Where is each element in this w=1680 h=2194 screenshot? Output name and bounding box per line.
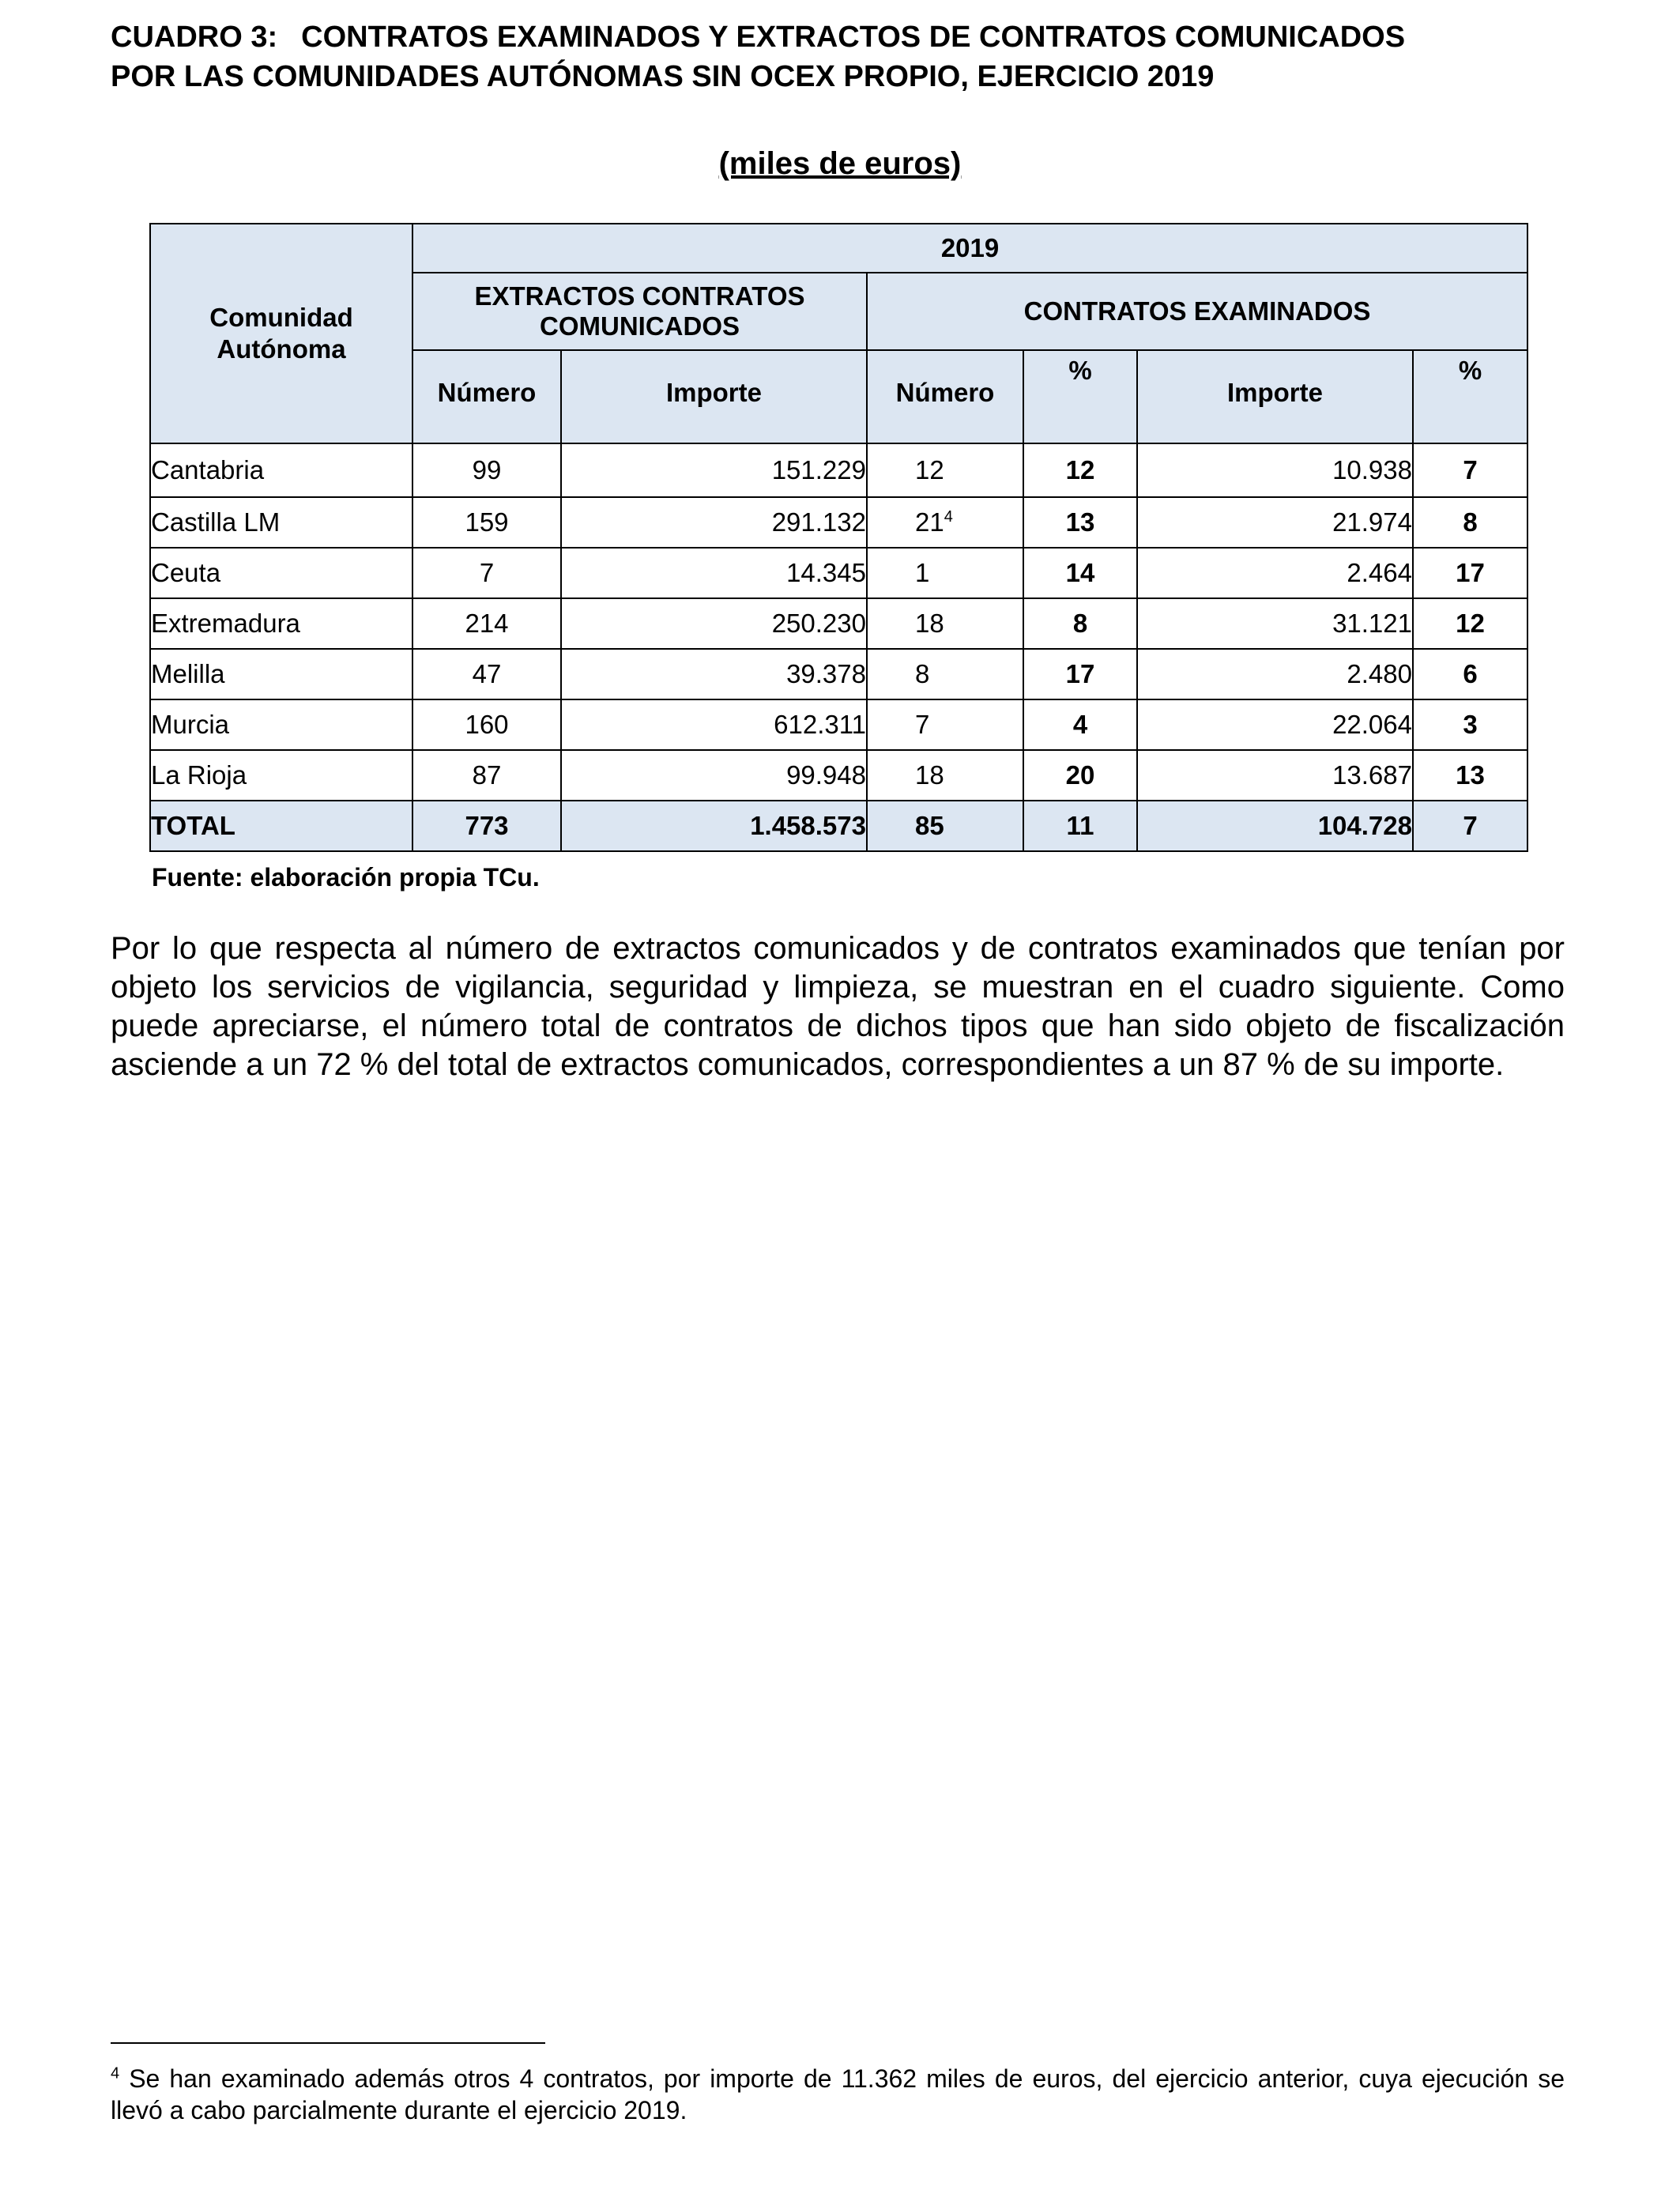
cell-imp-pct: 3 <box>1413 699 1527 750</box>
table-caption <box>111 17 1573 96</box>
contracts-table <box>149 223 1528 852</box>
cell-con-imp: 13.687 <box>1137 750 1413 801</box>
cell-con-pct: 8 <box>1023 598 1137 649</box>
caption-text-1: CONTRATOS EXAMINADOS Y EXTRACTOS DE CONTRATOS COMUNICADOS <box>301 21 1406 54</box>
cell-con-num-value: 21 <box>915 507 944 537</box>
cell-imp-pct: 13 <box>1413 750 1527 801</box>
cell-ext-num: 214 <box>412 598 561 649</box>
cell-con-num <box>867 649 1023 699</box>
cell-ext-imp: 151.229 <box>561 443 867 497</box>
caption-label: CUADRO 3: <box>111 21 278 54</box>
cell-con-pct: 4 <box>1023 699 1137 750</box>
cell-imp-pct: 6 <box>1413 649 1527 699</box>
units-note <box>0 146 1680 182</box>
total-ext-imp: 1.458.573 <box>561 801 867 851</box>
cell-con-pct: 12 <box>1023 443 1137 497</box>
cell-con-num-value: 18 <box>915 609 944 638</box>
total-imp-pct: 7 <box>1413 801 1527 851</box>
cell-con-num <box>867 497 1023 548</box>
cell-comunidad: Melilla <box>150 649 412 699</box>
units-text: (miles de euros) <box>718 146 962 181</box>
cell-con-num <box>867 699 1023 750</box>
table-row <box>150 598 1527 649</box>
cell-ext-num: 160 <box>412 699 561 750</box>
cell-comunidad: Cantabria <box>150 443 412 497</box>
caption-line-2: POR LAS COMUNIDADES AUTÓNOMAS SIN OCEX PROPIO, EJERCICIO 2019 <box>111 60 1215 93</box>
header-con-numero: Número <box>867 350 1023 443</box>
total-con-imp: 104.728 <box>1137 801 1413 851</box>
total-con-pct: 11 <box>1023 801 1137 851</box>
header-con-importe: Importe <box>1137 350 1413 443</box>
cell-comunidad: Extremadura <box>150 598 412 649</box>
cell-con-num-value: 12 <box>915 455 944 484</box>
cell-con-num <box>867 548 1023 598</box>
cell-con-imp: 2.480 <box>1137 649 1413 699</box>
cell-con-imp: 10.938 <box>1137 443 1413 497</box>
cell-con-pct: 14 <box>1023 548 1137 598</box>
caption-line-1 <box>111 17 1573 57</box>
header-imp-pct: % <box>1413 350 1527 443</box>
cell-con-pct: 17 <box>1023 649 1137 699</box>
cell-ext-num: 7 <box>412 548 561 598</box>
cell-ext-num: 159 <box>412 497 561 548</box>
header-con-pct: % <box>1023 350 1137 443</box>
header-ext-numero: Número <box>412 350 561 443</box>
footnote-marker: 4 <box>111 2064 120 2083</box>
cell-imp-pct: 7 <box>1413 443 1527 497</box>
total-con-num: 85 <box>867 801 1023 851</box>
cell-con-num <box>867 750 1023 801</box>
footnote <box>111 2063 1565 2126</box>
table-row <box>150 750 1527 801</box>
cell-imp-pct: 8 <box>1413 497 1527 548</box>
header-comunidad: Comunidad Autónoma <box>150 224 412 443</box>
header-ext-importe: Importe <box>561 350 867 443</box>
cell-con-num-value: 7 <box>915 710 930 739</box>
cell-con-num-value: 8 <box>915 659 930 688</box>
cell-comunidad: Castilla LM <box>150 497 412 548</box>
table-row <box>150 699 1527 750</box>
cell-ext-imp: 39.378 <box>561 649 867 699</box>
footnote-rule <box>111 2042 545 2044</box>
cell-ext-imp: 14.345 <box>561 548 867 598</box>
footnote-text: Se han examinado además otros 4 contratos, por importe de 11.362 miles de euros, del ejercicio anterior, cuya ejecución se llevó a cabo parcialmente durante el ejercicio 2019. <box>111 2064 1565 2124</box>
header-extractos: EXTRACTOS CONTRATOS COMUNICADOS <box>412 273 867 350</box>
cell-comunidad: La Rioja <box>150 750 412 801</box>
cell-comunidad: Ceuta <box>150 548 412 598</box>
cell-con-num <box>867 598 1023 649</box>
cell-con-num <box>867 443 1023 497</box>
cell-con-num-value: 18 <box>915 760 944 790</box>
cell-con-imp: 22.064 <box>1137 699 1413 750</box>
footnote-ref: 4 <box>944 508 953 526</box>
cell-ext-imp: 291.132 <box>561 497 867 548</box>
total-row <box>150 801 1527 851</box>
header-contratos: CONTRATOS EXAMINADOS <box>867 273 1527 350</box>
table-row <box>150 497 1527 548</box>
cell-imp-pct: 12 <box>1413 598 1527 649</box>
cell-con-pct: 13 <box>1023 497 1137 548</box>
total-ext-num: 773 <box>412 801 561 851</box>
table-row <box>150 649 1527 699</box>
header-year: 2019 <box>412 224 1527 273</box>
cell-con-imp: 31.121 <box>1137 598 1413 649</box>
cell-ext-num: 99 <box>412 443 561 497</box>
table-row <box>150 443 1527 497</box>
cell-comunidad: Murcia <box>150 699 412 750</box>
total-label: TOTAL <box>150 801 412 851</box>
cell-con-imp: 21.974 <box>1137 497 1413 548</box>
table-row <box>150 548 1527 598</box>
source-note: Fuente: elaboración propia TCu. <box>152 863 540 892</box>
cell-ext-num: 87 <box>412 750 561 801</box>
body-paragraph: Por lo que respecta al número de extractos comunicados y de contratos examinados que tenían por objeto los servicios de vigilancia, seguridad y limpieza, se muestran en el cuadro siguiente. Como puede apreciarse, el número total de contratos de dichos tipos que han sido objeto de fiscalización asciende a un 72 % del total de extractos comunicados, correspondientes a un 87 % de su importe. <box>111 931 1565 1082</box>
cell-ext-imp: 99.948 <box>561 750 867 801</box>
cell-con-imp: 2.464 <box>1137 548 1413 598</box>
cell-ext-imp: 612.311 <box>561 699 867 750</box>
cell-ext-imp: 250.230 <box>561 598 867 649</box>
cell-ext-num: 47 <box>412 649 561 699</box>
cell-con-pct: 20 <box>1023 750 1137 801</box>
cell-con-num-value: 1 <box>915 558 930 587</box>
cell-imp-pct: 17 <box>1413 548 1527 598</box>
